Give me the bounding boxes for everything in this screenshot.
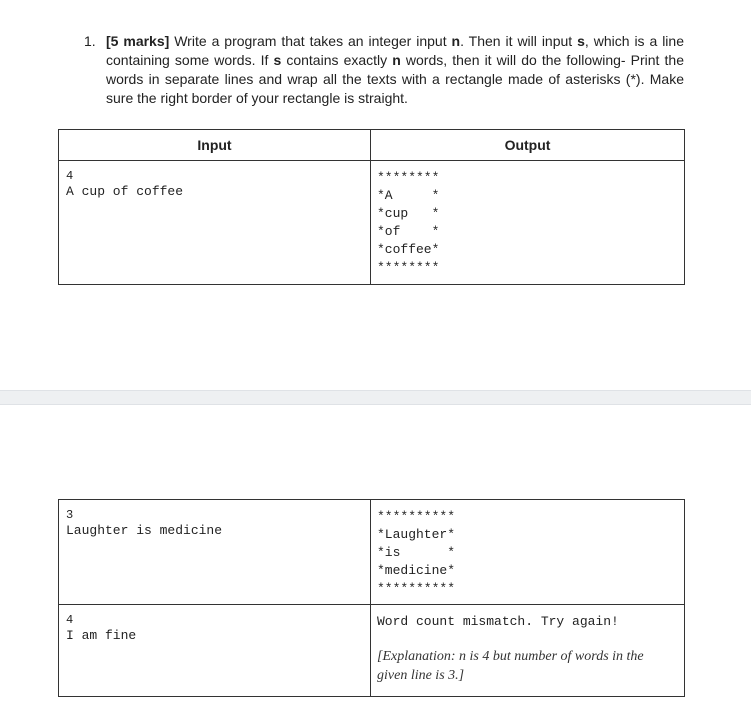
question-text-part: words, then it will do the following- Print the words in separate lines and wrap all the texts with a rectangle made of asterisks (*). Make sure the right border of your rectangle is straight. [106,52,684,106]
output-box: ********** *Laughter* *is * *medicine* ********** [377,509,456,596]
input-cell [59,605,371,697]
table-row [59,161,685,285]
output-message: Word count mismatch. Try again! [377,614,619,629]
output-box: ******** *A * *cup * *of * *coffee* ******** [377,170,440,275]
input-s: Laughter is medicine [66,523,223,538]
input-n: 4 [66,613,74,627]
io-table-page2 [58,499,685,697]
question-block [84,32,684,108]
input-n: 4 [66,169,74,183]
question-text-part: Write a program that takes an integer input [169,33,452,49]
output-cell [371,500,685,605]
explanation-note: [Explanation: n is 4 but number of words in the given line is 3.] [377,649,644,683]
input-cell [59,500,371,605]
var-s: s [273,52,282,68]
input-header: Input [59,130,371,161]
output-header: Output [371,130,685,161]
question-number: 1. [84,33,96,49]
question-text-part: contains exactly [281,52,393,68]
question-text-part: . Then it will input [460,33,578,49]
marks-label: [5 marks] [106,33,170,49]
output-cell [371,605,685,697]
output-cell [371,161,685,285]
var-n: n [392,52,401,68]
table-row [59,605,685,697]
question-text-part: , which is a line containing some words. If [106,33,684,68]
input-cell [59,161,371,285]
page-break [0,390,751,405]
input-s: I am fine [66,628,137,643]
input-n: 3 [66,508,74,522]
var-n: n [451,33,461,49]
table-row [59,500,685,605]
io-table-page1 [58,129,685,285]
var-s: s [577,33,585,49]
input-s: A cup of coffee [66,184,184,199]
question-text [106,32,684,108]
